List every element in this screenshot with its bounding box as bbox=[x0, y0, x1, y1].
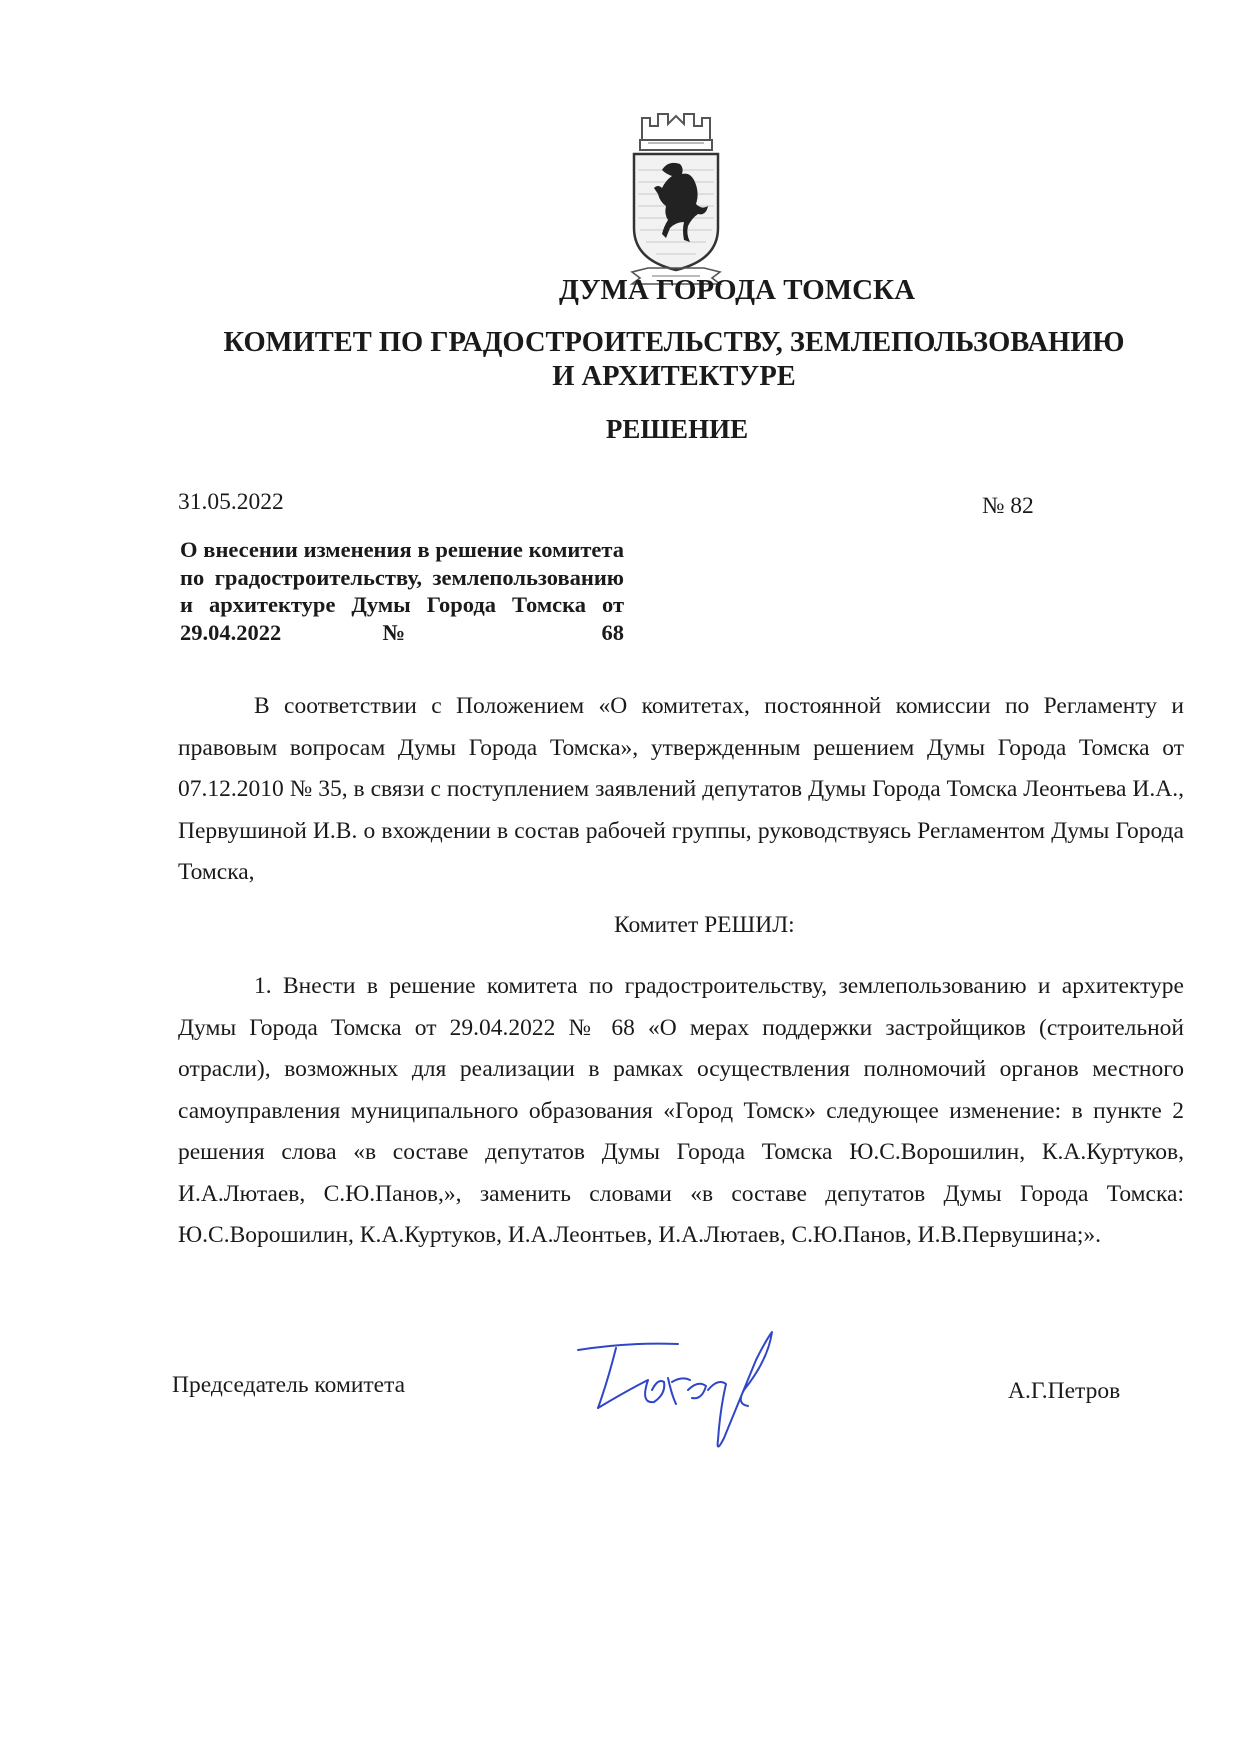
committee-title-line1: КОМИТЕТ ПО ГРАДОСТРОИТЕЛЬСТВУ, ЗЕМЛЕПОЛЬЗОВАНИЮ bbox=[223, 327, 1125, 358]
organization-title: ДУМА ГОРОДА ТОМСКА bbox=[558, 274, 916, 306]
coat-of-arms-icon bbox=[628, 110, 724, 286]
resolved-heading: Комитет РЕШИЛ: bbox=[614, 912, 795, 938]
signature-icon bbox=[568, 1320, 792, 1462]
document-number: № 82 bbox=[982, 493, 1034, 519]
document-type: РЕШЕНИЕ bbox=[605, 414, 749, 444]
document-subject: О внесении изменения в решение комитета по градостроительству, землепользованию и архитектуре Думы Города Томска от 29.04.2022 № 68 bbox=[180, 537, 624, 645]
document-date: 31.05.2022 bbox=[178, 489, 284, 515]
committee-title bbox=[54, 326, 1240, 394]
item-1-paragraph: 1. Внести в решение комитета по градостроительству, землепользованию и архитектуре Думы Города Томска от 29.04.2022 № 68 «О мерах поддержки застройщиков (строительной отрасли), возможных для реализации в рамках осуществления полномочий органов местного самоуправления муниципального образования «Город Томск» следующее изменение: в пункте 2 решения слова «в составе депутатов Думы Города Томска Ю.С.Ворошилин, К.А.Куртуков, И.А.Лютаев, С.Ю.Панов,», заменить словами «в составе депутатов Думы Города Томска: Ю.С.Ворошилин, К.А.Куртуков, И.А.Леонтьев, И.А.Лютаев, С.Ю.Панов, И.В.Первушина;». bbox=[178, 973, 1184, 1248]
preamble-paragraph: В соответствии с Положением «О комитетах, постоянной комиссии по Регламенту и правовым вопросам Думы Города Томска», утвержденным решением Думы Города Томска от 07.12.2010 № 35, в связи с поступлением заявлений депутатов Думы Города Томска Леонтьева И.А., Первушиной И.В. о вхождении в состав рабочей группы, руководствуясь Регламентом Думы Города Томска, bbox=[178, 693, 1184, 885]
chair-title: Председатель комитета bbox=[172, 1372, 406, 1398]
committee-title-line2: И АРХИТЕКТУРЕ bbox=[552, 361, 796, 392]
signer-name: А.Г.Петров bbox=[1008, 1378, 1121, 1404]
